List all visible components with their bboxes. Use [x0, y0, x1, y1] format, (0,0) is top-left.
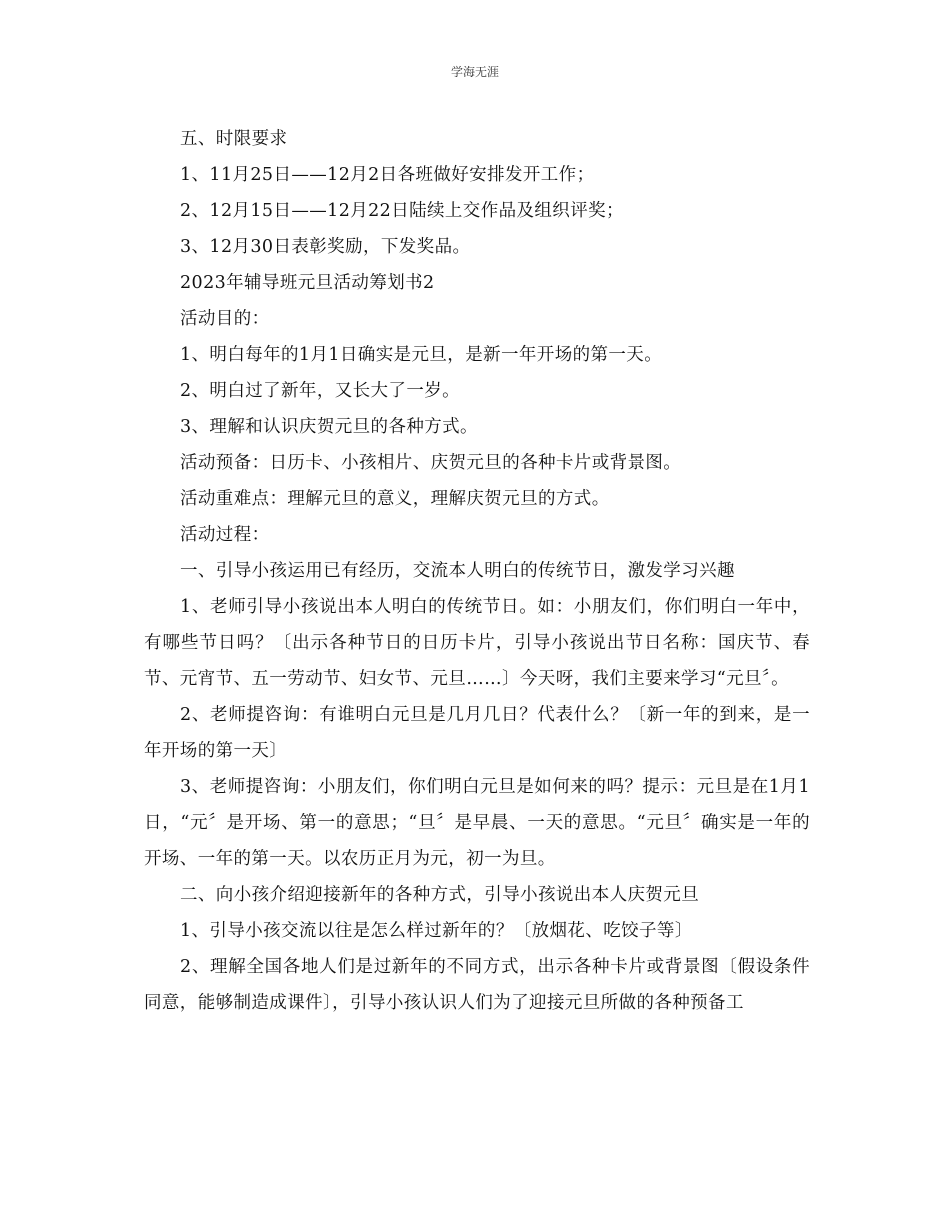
paragraph: 活动重难点：理解元旦的意义，理解庆贺元旦的方式。	[180, 489, 610, 509]
paragraph: 二、向小孩介绍迎接新年的各种方式，引导小孩说出本人庆贺元旦	[180, 885, 700, 905]
paragraph: 一、引导小孩运用已有经历，交流本人明白的传统节日，激发学习兴趣	[180, 561, 735, 581]
paragraph: 2、老师提咨询：有谁明白元旦是几月几日？代表什么？〔新一年的到来，是一年开场的第一天〕	[144, 705, 810, 761]
document-subtitle: 2023年辅导班元旦活动筹划书2	[180, 273, 435, 293]
paragraph: 1、11月25日——12月2日各班做好安排发开工作；	[180, 165, 595, 185]
paragraph: 3、老师提咨询：小朋友们，你们明白元旦是如何来的吗？提示：元旦是在1月1日，“元〞是开场、第一的意思；“旦〞是早晨、一天的意思。“元旦〞确实是一年的开场、一年的第一天。以农历正月为元，初一为旦。	[144, 777, 810, 869]
paragraph: 3、12月30日表彰奖励，下发奖品。	[180, 237, 471, 257]
page-header: 学海无涯	[450, 65, 499, 79]
section-heading: 活动目的：	[180, 309, 270, 329]
paragraph: 活动预备：日历卡、小孩相片、庆贺元旦的各种卡片或背景图。	[180, 453, 682, 473]
paragraph: 1、引导小孩交流以往是怎么样过新年的？〔放烟花、吃饺子等〕	[180, 921, 693, 941]
section-heading: 活动过程：	[180, 525, 270, 545]
document-body	[144, 121, 810, 1021]
section-heading: 五、时限要求	[180, 129, 288, 149]
paragraph: 1、明白每年的1月1日确实是元旦，是新一年开场的第一天。	[180, 345, 663, 365]
paragraph: 1、老师引导小孩说出本人明白的传统节日。如：小朋友们，你们明白一年中，有哪些节日吗？〔出示各种节日的日历卡片，引导小孩说出节日名称：国庆节、春节、元宵节、五一劳动节、妇女节、元旦……〕今天呀，我们主要来学习“元旦〞。	[144, 597, 810, 689]
paragraph: 2、理解全国各地人们是过新年的不同方式，出示各种卡片或背景图〔假设条件同意，能够制造成课件〕，引导小孩认识人们为了迎接元旦所做的各种预备工	[144, 957, 810, 1013]
paragraph: 3、理解和认识庆贺元旦的各种方式。	[180, 417, 478, 437]
paragraph: 2、明白过了新年，又长大了一岁。	[180, 381, 461, 401]
paragraph: 2、12月15日——12月22日陆续上交作品及组织评奖；	[180, 201, 624, 221]
